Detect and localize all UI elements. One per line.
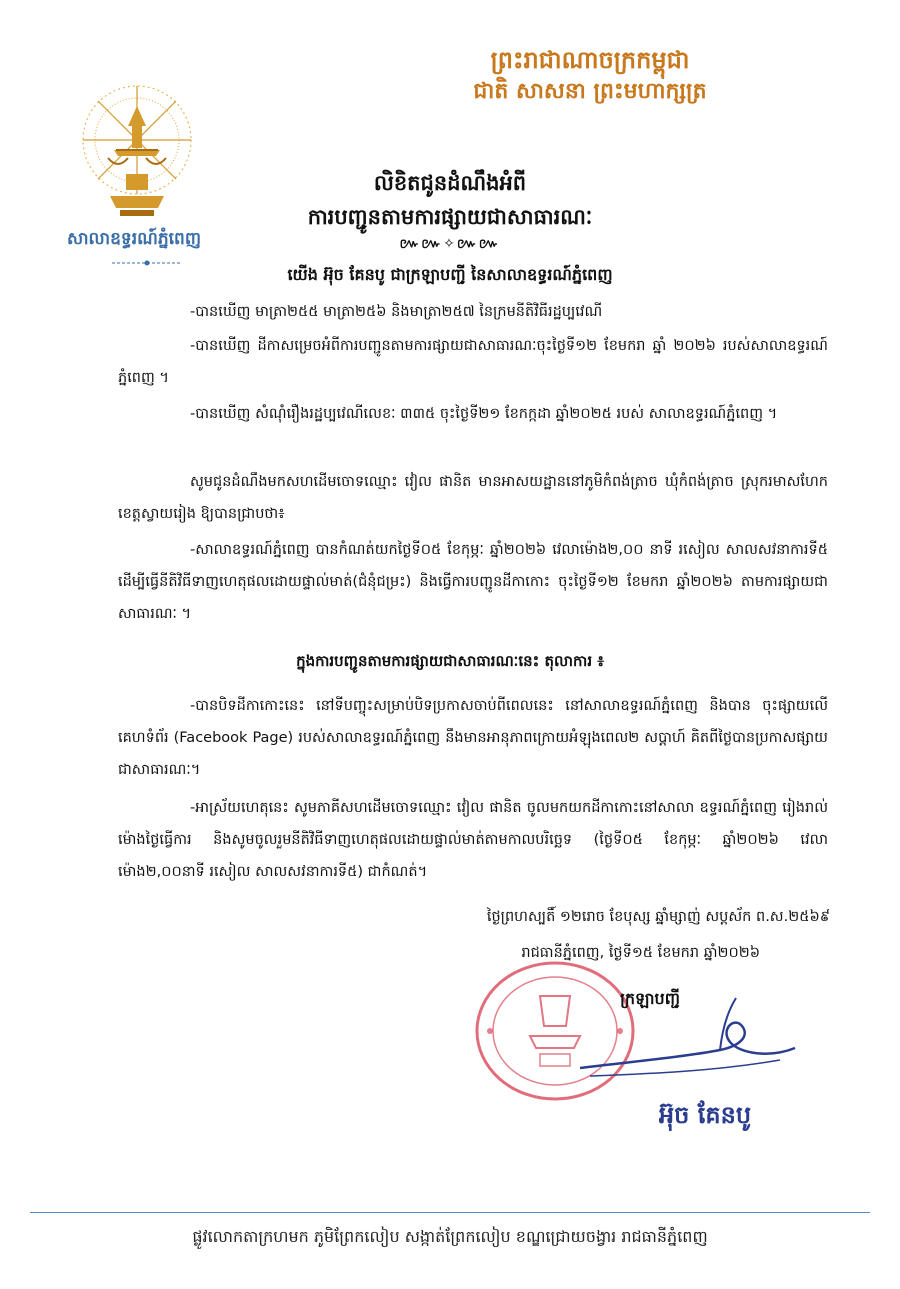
court-emblem-logo (78, 78, 196, 228)
title-ornament: ៚៚✧៚៚ (399, 236, 501, 252)
paragraph-legal-basis: -បានឃើញ មាត្រា២៥៥ មាត្រា២៥៦ និងមាត្រា២៥៧ នៃក្រមនីតិវិធីរដ្ឋប្បវេណី (190, 304, 603, 320)
paragraph-case-file: -បានឃើញ សំណុំរឿងរដ្ឋប្បវេណីលេខៈ ៣៣៥ ចុះថ្ងៃទី២១ ខែកក្កដា ឆ្នាំ២០២៥ របស់ សាលាឧទ្ធរណ៍ភ្នំពេញ ។ (190, 406, 778, 422)
paragraph-hearing: -សាលាឧទ្ធរណ៍ភ្នំពេញ បានកំណត់យកថ្ងៃទី០៥ ខែកុម្ភៈ ឆ្នាំ២០២៦ វេលាម៉ោង២,០០ នាទី រសៀល សាលសវនាការទី៥ ដើម្បីធ្វើនីតិវិធីទាញហេតុផលដោយផ្ទាល់មាត់(ជំនុំជម្រះ) និងធ្វើការបញ្ជូនដីកាកោះ ចុះថ្ងៃទី១២ ខែមករា ឆ្នាំ២០២៦ តាមការផ្សាយជាសាធារណៈ ។ (118, 542, 828, 622)
ornament-divider (112, 258, 182, 268)
handwritten-signature (570, 990, 800, 1090)
paragraph-summons: -អាស្រ័យហេតុនេះ សូមភាគីសហដើមចោទឈ្មោះ វៀល ផានិត ចូលមកយកដីកាកោះនៅសាលា ឧទ្ធរណ៍ភ្នំពេញ រៀងរាល់ម៉ោងថ្ងៃធ្វើការ និងសូមចូលរួមនីតិវិធីទាញហេតុផលដោយផ្ទាល់មាត់តាមកាលបរិច្ឆេទ (ថ្ងៃទី០៥ ខែកុម្ភៈ ឆ្នាំ២០២៦ វេលាម៉ោង២,០០នាទី រសៀល សាលសវនាការទី៥) ជាកំណត់។ (118, 800, 828, 880)
footer-address: ផ្លូវលោកតាក្រហមក ភូមិព្រែកលៀប សង្កាត់ព្រែកលៀប ខណ្ឌជ្រោយចង្វារ រាជធានីភ្នំពេញ (192, 1227, 708, 1246)
issuing-authority: យើង អ៊ុច គែនបូ ជាក្រឡាបញ្ជី នៃសាលាឧទ្ធរណ៍ភ្នំពេញ (287, 265, 613, 284)
kingdom-title: ព្រះរាជាណាចក្រកម្ពុជា (490, 46, 690, 74)
notice-subtitle: ការបញ្ជូនតាមការផ្សាយជាសាធារណៈ (307, 205, 593, 229)
lunar-date: ថ្ងៃព្រហស្បតិ៍ ១២រោច ខែបុស្ស ឆ្នាំម្សាញ់ សប្តស័ក ព.ស.២៥៦៩ (486, 909, 830, 925)
paragraph-decision: -បានឃើញ ដីកាសម្រេចអំពីការបញ្ជូនតាមការផ្សាយជាសាធារណៈចុះថ្ងៃទី១២ ខែមករា ឆ្នាំ ២០២៦ របស់សាលាឧទ្ធរណ៍ភ្នំពេញ ។ (118, 338, 828, 386)
kingdom-header (470, 44, 710, 108)
notice-title: លិខិតជូនដំណឹងអំពី (373, 171, 527, 195)
signatory-name: អ៊ុច គែនបូ (658, 1101, 752, 1129)
footer-divider (30, 1212, 870, 1213)
place-date: រាជធានីភ្នំពេញ, ថ្ងៃទី១៥ ខែមករា ឆ្នាំ២០២៦ (521, 945, 760, 961)
section-heading: ក្នុងការបញ្ជូនតាមការផ្សាយជាសាធារណៈនេះ តុលាការ ៖ (296, 652, 604, 670)
paragraph-notification: សូមជូនដំណឹងមកសហដើមចោទឈ្មោះ វៀល ផានិត មានអាសយដ្ឋាននៅភូមិកំពង់ត្រាច ឃុំកំពង់ត្រាច ស្រុករមាសហែក ខេត្តស្វាយរៀង ឱ្យបានជ្រាបថា៖ (118, 474, 828, 522)
court-name: សាលាឧទ្ធរណ៍ភ្នំពេញ (66, 229, 202, 249)
signatory-title: ក្រឡាបញ្ជី (620, 989, 680, 1008)
paragraph-publication: -បានបិទដីកាកោះនេះ នៅទីបញ្ចុះសម្រាប់បិទប្រកាសចាប់ពីពេលនេះ នៅសាលាឧទ្ធរណ៍ភ្នំពេញ និងបាន ចុះផ្សាយលើគេហទំព័រ (Facebook Page) របស់សាលាឧទ្ធរណ៍ភ្នំពេញ នឹងមានអានុភាពក្រោយអំឡុងពេល២ សប្ដាហ៍ គិតពីថ្ងៃបានប្រកាសផ្សាយជាសាធារណៈ។ (118, 698, 828, 778)
kingdom-motto: ជាតិ សាសនា ព្រះមហាក្សត្រ (473, 79, 707, 104)
